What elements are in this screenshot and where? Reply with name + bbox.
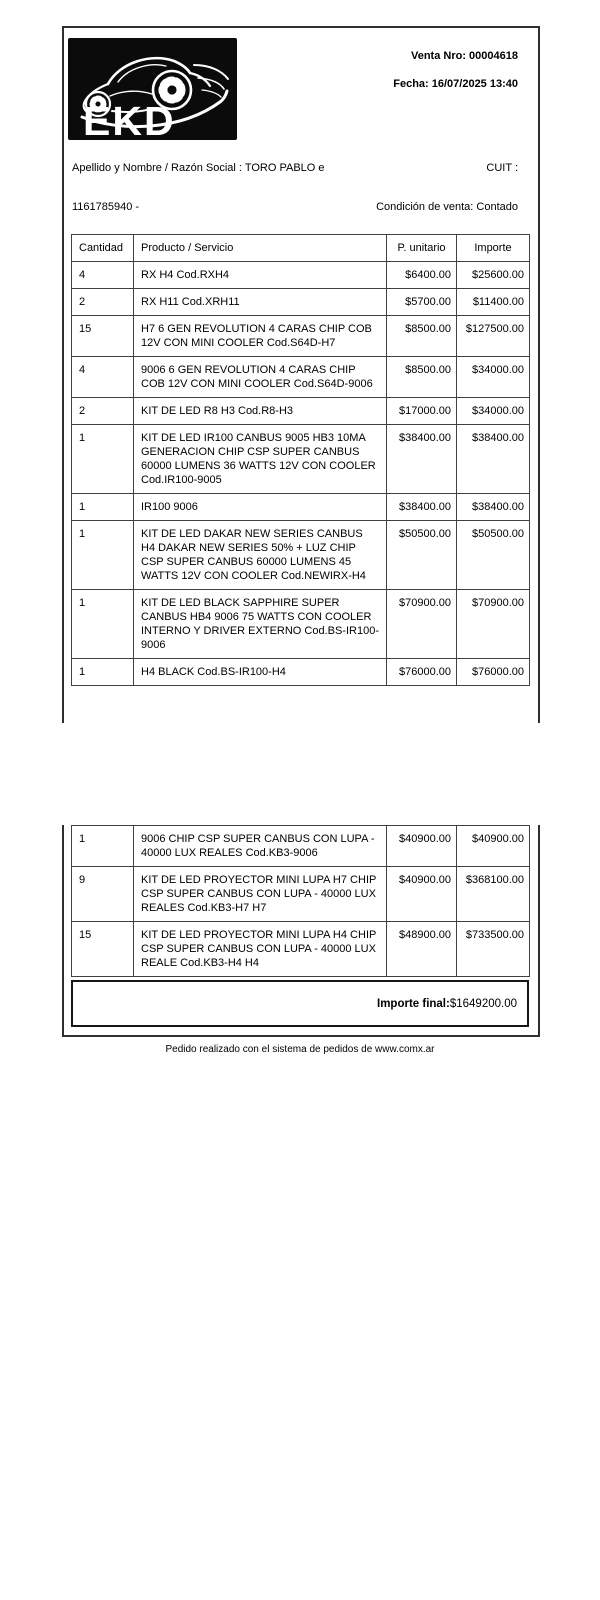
item-product: KIT DE LED BLACK SAPPHIRE SUPER CANBUS HB4 9006 75 WATTS CON COOLER INTERNO Y DRIVER EXTERNO Cod.BS-IR100-9006 [134,590,387,659]
total-value: $1649200.00 [449,997,517,1010]
item-qty: 2 [72,289,134,316]
item-qty: 1 [72,826,134,867]
col-header-cantidad: Cantidad [72,235,134,262]
col-header-importe: Importe [457,235,530,262]
item-product: 9006 CHIP CSP SUPER CANBUS CON LUPA - 40000 LUX REALES Cod.KB3-9006 [134,826,387,867]
item-unit-price: $5700.00 [387,289,457,316]
invoice-page-2 [62,825,540,1037]
item-unit-price: $40900.00 [387,867,457,922]
item-product: 9006 6 GEN REVOLUTION 4 CARAS CHIP COB 12V CON MINI COOLER Cod.S64D-9006 [134,357,387,398]
item-row [72,590,530,659]
customer-line-2 [72,201,518,214]
item-qty: 4 [72,357,134,398]
item-unit-price: $76000.00 [387,659,457,686]
item-row [72,316,530,357]
logo-ekd-text: EKD [83,98,176,140]
item-product: KIT DE LED PROYECTOR MINI LUPA H4 CHIP CSP SUPER CANBUS CON LUPA - 40000 LUX REALE Cod.KB3-H4 H4 [134,922,387,977]
total-label: Importe final: [377,997,450,1010]
item-row [72,826,530,867]
customer-name: Apellido y Nombre / Razón Social : TORO PABLO e [72,162,325,174]
footer-note: Pedido realizado con el sistema de pedidos de www.comx.ar [165,1044,435,1055]
item-amount: $70900.00 [457,590,530,659]
total-box [71,980,529,1027]
invoice-page-1 [62,26,540,723]
item-unit-price: $40900.00 [387,826,457,867]
item-qty: 15 [72,316,134,357]
item-product: KIT DE LED DAKAR NEW SERIES CANBUS H4 DAKAR NEW SERIES 50% + LUZ CHIP CSP SUPER CANBUS 60000 LUMENS 45 WATTS 12V CON COOLER Cod.NEWIRX-H4 [134,521,387,590]
sale-meta [393,50,518,91]
item-amount: $733500.00 [457,922,530,977]
company-logo [68,38,237,140]
cuit-label: CUIT : [486,162,518,174]
item-amount: $76000.00 [457,659,530,686]
item-amount: $25600.00 [457,262,530,289]
car-logo-icon [68,38,237,140]
sale-condition: Condición de venta: Contado [376,201,518,213]
item-amount: $40900.00 [457,826,530,867]
items-table-page2 [71,825,530,977]
items-header-row [72,235,530,262]
item-product: H4 BLACK Cod.BS-IR100-H4 [134,659,387,686]
item-unit-price: $38400.00 [387,425,457,494]
item-unit-price: $6400.00 [387,262,457,289]
item-product: RX H11 Cod.XRH11 [134,289,387,316]
item-qty: 1 [72,659,134,686]
col-header-unitario: P. unitario [387,235,457,262]
item-row [72,357,530,398]
item-amount: $34000.00 [457,357,530,398]
item-product: RX H4 Cod.RXH4 [134,262,387,289]
item-product: H7 6 GEN REVOLUTION 4 CARAS CHIP COB 12V CON MINI COOLER Cod.S64D-H7 [134,316,387,357]
item-row [72,289,530,316]
item-row [72,867,530,922]
item-amount: $34000.00 [457,398,530,425]
item-row [72,521,530,590]
item-product: KIT DE LED PROYECTOR MINI LUPA H7 CHIP CSP SUPER CANBUS CON LUPA - 40000 LUX REALES Cod.KB3-H7 H7 [134,867,387,922]
col-header-producto: Producto / Servicio [134,235,387,262]
item-amount: $11400.00 [457,289,530,316]
item-amount: $38400.00 [457,425,530,494]
item-product: KIT DE LED IR100 CANBUS 9005 HB3 10MA GENERACION CHIP CSP SUPER CANBUS 60000 LUMENS 36 WATTS 12V CON COOLER Cod.IR100-9005 [134,425,387,494]
item-row [72,922,530,977]
sale-date: Fecha: 16/07/2025 13:40 [393,78,518,90]
item-qty: 2 [72,398,134,425]
item-unit-price: $48900.00 [387,922,457,977]
item-row [72,425,530,494]
item-qty: 4 [72,262,134,289]
item-unit-price: $17000.00 [387,398,457,425]
item-qty: 1 [72,494,134,521]
sale-number: Venta Nro: 00004618 [410,50,518,62]
item-amount: $368100.00 [457,867,530,922]
item-row [72,659,530,686]
item-qty: 1 [72,590,134,659]
item-unit-price: $8500.00 [387,316,457,357]
item-unit-price: $38400.00 [387,494,457,521]
item-row [72,494,530,521]
item-unit-price: $8500.00 [387,357,457,398]
item-amount: $50500.00 [457,521,530,590]
item-row [72,398,530,425]
item-amount: $127500.00 [457,316,530,357]
item-product: KIT DE LED R8 H3 Cod.R8-H3 [134,398,387,425]
item-product: IR100 9006 [134,494,387,521]
item-row [72,262,530,289]
item-amount: $38400.00 [457,494,530,521]
item-qty: 1 [72,521,134,590]
item-qty: 1 [72,425,134,494]
item-qty: 9 [72,867,134,922]
customer-line-1 [72,162,518,175]
item-qty: 15 [72,922,134,977]
customer-phone: 1161785940 - [72,201,140,213]
items-table-page1 [71,234,530,686]
item-unit-price: $70900.00 [387,590,457,659]
item-unit-price: $50500.00 [387,521,457,590]
